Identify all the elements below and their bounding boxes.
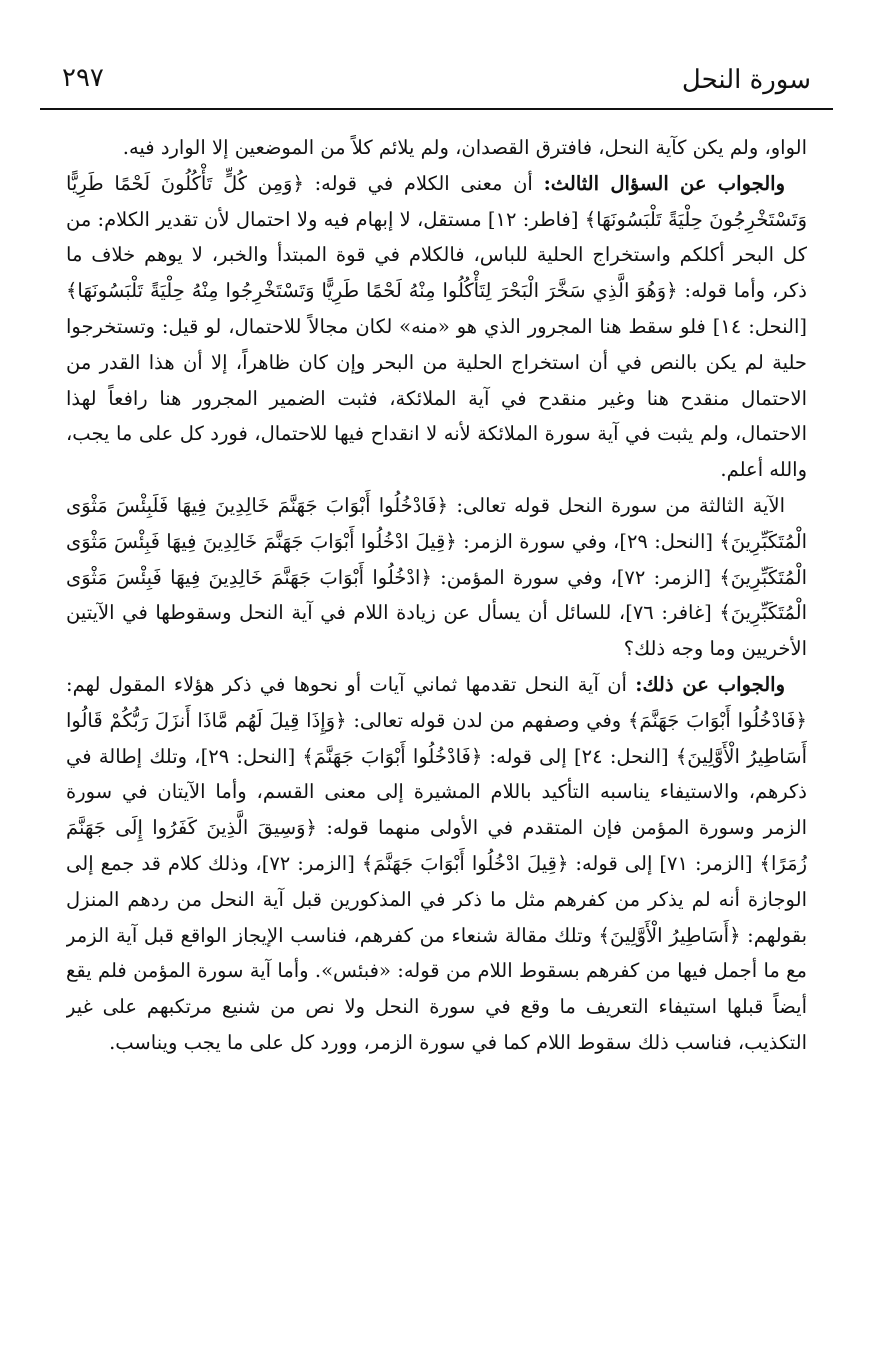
paragraph bbox=[66, 166, 807, 488]
paragraph-heading: والجواب عن السؤال الثالث: bbox=[543, 171, 786, 195]
page-body bbox=[66, 130, 807, 1345]
paragraph-text: أن آية النحل تقدمها ثماني آيات أو نحوها في ذكر هؤلاء المقول لهم: ﴿فَادْخُلُوا أَبْوَابَ جَهَنَّمَ﴾ وفي وصفهم من لدن قوله تعالى: ﴿وَإِذَا قِيلَ لَهُم مَّاذَا أَنزَلَ رَبُّكُمْ قَالُوا أَسَاطِيرُ الْأَوَّلِينَ﴾ [النحل: ٢٤] إلى قوله: ﴿فَادْخُلُوا أَبْوَابَ جَهَنَّمَ﴾ [النحل: ٢٩]، وتلك إطالة في ذكرهم، والاستيفاء يناسبه التأكيد باللام المشيرة إلى معنى القسم، وأما الآيتان في سورة الزمر وسورة المؤمن فإن المتقدم في الأولى منهما قوله: ﴿وَسِيقَ الَّذِينَ كَفَرُوا إِلَى جَهَنَّمَ زُمَرًا﴾ [الزمر: ٧١] إلى قوله: ﴿قِيلَ ادْخُلُوا أَبْوَابَ جَهَنَّمَ﴾ [الزمر: ٧٢]، وذلك كلام قد جمع إلى الوجازة أنه لم يذكر من كفرهم مثل ما ذكر في المذكورين قبل آية النحل من ردهم المنزل بقولهم: ﴿أَسَاطِيرُ الْأَوَّلِينَ﴾ وتلك مقالة شنعاء من كفرهم، فناسب الإيجاز الواقع قبل آية الزمر مع ما أجمل فيها من كفرهم بسقوط اللام من قوله: «فبئس». وأما آية سورة المؤمن فلم يقع أيضاً قبلها استيفاء التعريف ما وقع في سورة النحل ولا نص من شنيع مرتكبهم على غير التكذيب، فناسب ذلك سقوط اللام كما في سورة الزمر، وورد كل على ما يجب ويناسب. bbox=[66, 672, 807, 1054]
paragraph-text: الآية الثالثة من سورة النحل قوله تعالى: ﴿فَادْخُلُوا أَبْوَابَ جَهَنَّمَ خَالِدِينَ فِيهَا فَلَبِئْسَ مَثْوَى الْمُتَكَبِّرِينَ﴾ [النحل: ٢٩]، وفي سورة الزمر: ﴿قِيلَ ادْخُلُوا أَبْوَابَ جَهَنَّمَ خَالِدِينَ فِيهَا فَبِئْسَ مَثْوَى الْمُتَكَبِّرِينَ﴾ [الزمر: ٧٢]، وفي سورة المؤمن: ﴿ادْخُلُوا أَبْوَابَ جَهَنَّمَ خَالِدِينَ فِيهَا فَبِئْسَ مَثْوَى الْمُتَكَبِّرِينَ﴾ [غافر: ٧٦]، للسائل أن يسأل عن زيادة اللام في آية النحل وسقوطها في الآيتين الأخريين وما وجه ذلك؟ bbox=[66, 493, 807, 661]
paragraph bbox=[66, 130, 807, 166]
paragraph-heading: والجواب عن ذلك: bbox=[635, 672, 786, 696]
surah-title: سورة النحل bbox=[681, 65, 811, 95]
paragraph-text: أن معنى الكلام في قوله: ﴿وَمِن كُلٍّ تَأْكُلُونَ لَحْمًا طَرِيًّا وَتَسْتَخْرِجُونَ حِلْيَةً تَلْبَسُونَهَا﴾ [فاطر: ١٢] مستقل، لا إبهام فيه ولا احتمال لأن تقدير الكلام: من كل البحر أكلكم واستخراج الحلية للباس، فالكلام في قوة المبتدأ والخبر، لا يوهم خلاف ما ذكر، وأما قوله: ﴿وَهُوَ الَّذِي سَخَّرَ الْبَحْرَ لِتَأْكُلُوا مِنْهُ لَحْمًا طَرِيًّا وَتَسْتَخْرِجُوا مِنْهُ حِلْيَةً تَلْبَسُونَهَا﴾ [النحل: ١٤] فلو سقط هنا المجرور الذي هو «منه» لكان مجالاً للاحتمال، لو قيل: وتستخرجوا حلية لم يكن بالنص في أن استخراج الحلية من البحر وإن كان ظاهراً، إلا أن هذا القدر من الاحتمال منقدح هنا وغير منقدح في آية الملائكة، فثبت الضمير المجرور هنا رافعاً لهذا الاحتمال، ولم يثبت في آية سورة الملائكة لأنه لا انقداح فيها للاحتمال، فورد كل على ما يجب، والله أعلم. bbox=[66, 171, 807, 482]
paragraph bbox=[66, 488, 807, 667]
running-header bbox=[40, 52, 833, 110]
paragraph-text: الواو، ولم يكن كآية النحل، فافترق القصدان، ولم يلائم كلاً من الموضعين إلا الوارد فيه. bbox=[122, 136, 807, 159]
page-number: ٢٩٧ bbox=[62, 63, 104, 93]
paragraph bbox=[66, 667, 807, 1061]
